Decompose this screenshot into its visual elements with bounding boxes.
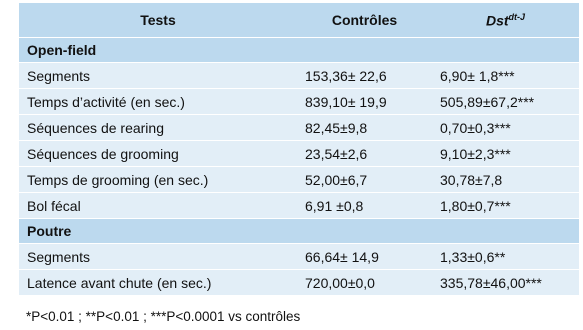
- mutant-value: 9,10±2,3***: [432, 141, 579, 167]
- controles-value: 839,10± 19,9: [297, 89, 432, 115]
- header-tests: Tests: [19, 3, 297, 38]
- significance-footnote: *P<0.01 ; **P<0.01 ; ***P<0.0001 vs contrôles: [26, 309, 301, 324]
- controles-value: 82,45±9,8: [297, 115, 432, 141]
- controles-value: 66,64± 14,9: [297, 244, 432, 270]
- header-mutant-sup: dt-J: [508, 11, 526, 22]
- mutant-value: 335,78±46,00***: [432, 270, 579, 296]
- header-mutant-base: Dst: [485, 12, 509, 29]
- controles-value: 6,91 ±0,8: [297, 193, 432, 219]
- table-row: [19, 141, 579, 167]
- table-row: [19, 115, 579, 141]
- mutant-value: 1,80±0,7***: [432, 193, 579, 219]
- test-name: Segments: [19, 244, 297, 270]
- test-name: Bol fécal: [19, 193, 297, 219]
- mutant-value: 6,90± 1,8***: [432, 63, 579, 89]
- mutant-value: 505,89±67,2***: [432, 89, 579, 115]
- controles-value: 153,36± 22,6: [297, 63, 432, 89]
- mutant-value: 0,70±0,3***: [432, 115, 579, 141]
- controles-value: 23,54±2,6: [297, 141, 432, 167]
- test-name: Séquences de grooming: [19, 141, 297, 167]
- table-row: [19, 89, 579, 115]
- table-row: [19, 193, 579, 219]
- table-row: [19, 270, 579, 296]
- mutant-value: 30,78±7,8: [432, 167, 579, 193]
- controles-value: 52,00±6,7: [297, 167, 432, 193]
- test-name: Latence avant chute (en sec.): [19, 270, 297, 296]
- table-header: [19, 3, 579, 38]
- header-controles: Contrôles: [297, 3, 432, 38]
- results-table: [19, 3, 579, 296]
- mutant-value: 1,33±0,6**: [432, 244, 579, 270]
- test-name: Séquences de rearing: [19, 115, 297, 141]
- test-name: Temps d’activité (en sec.): [19, 89, 297, 115]
- section-row-poutre: [19, 219, 579, 244]
- test-name: Temps de grooming (en sec.): [19, 167, 297, 193]
- results-table-container: [19, 3, 579, 296]
- section-title: Poutre: [19, 219, 579, 244]
- section-row-open-field: [19, 38, 579, 63]
- table-row: [19, 167, 579, 193]
- section-title: Open-field: [19, 38, 579, 63]
- table-row: [19, 63, 579, 89]
- table-row: [19, 244, 579, 270]
- test-name: Segments: [19, 63, 297, 89]
- header-mutant: [432, 3, 579, 38]
- controles-value: 720,00±0,0: [297, 270, 432, 296]
